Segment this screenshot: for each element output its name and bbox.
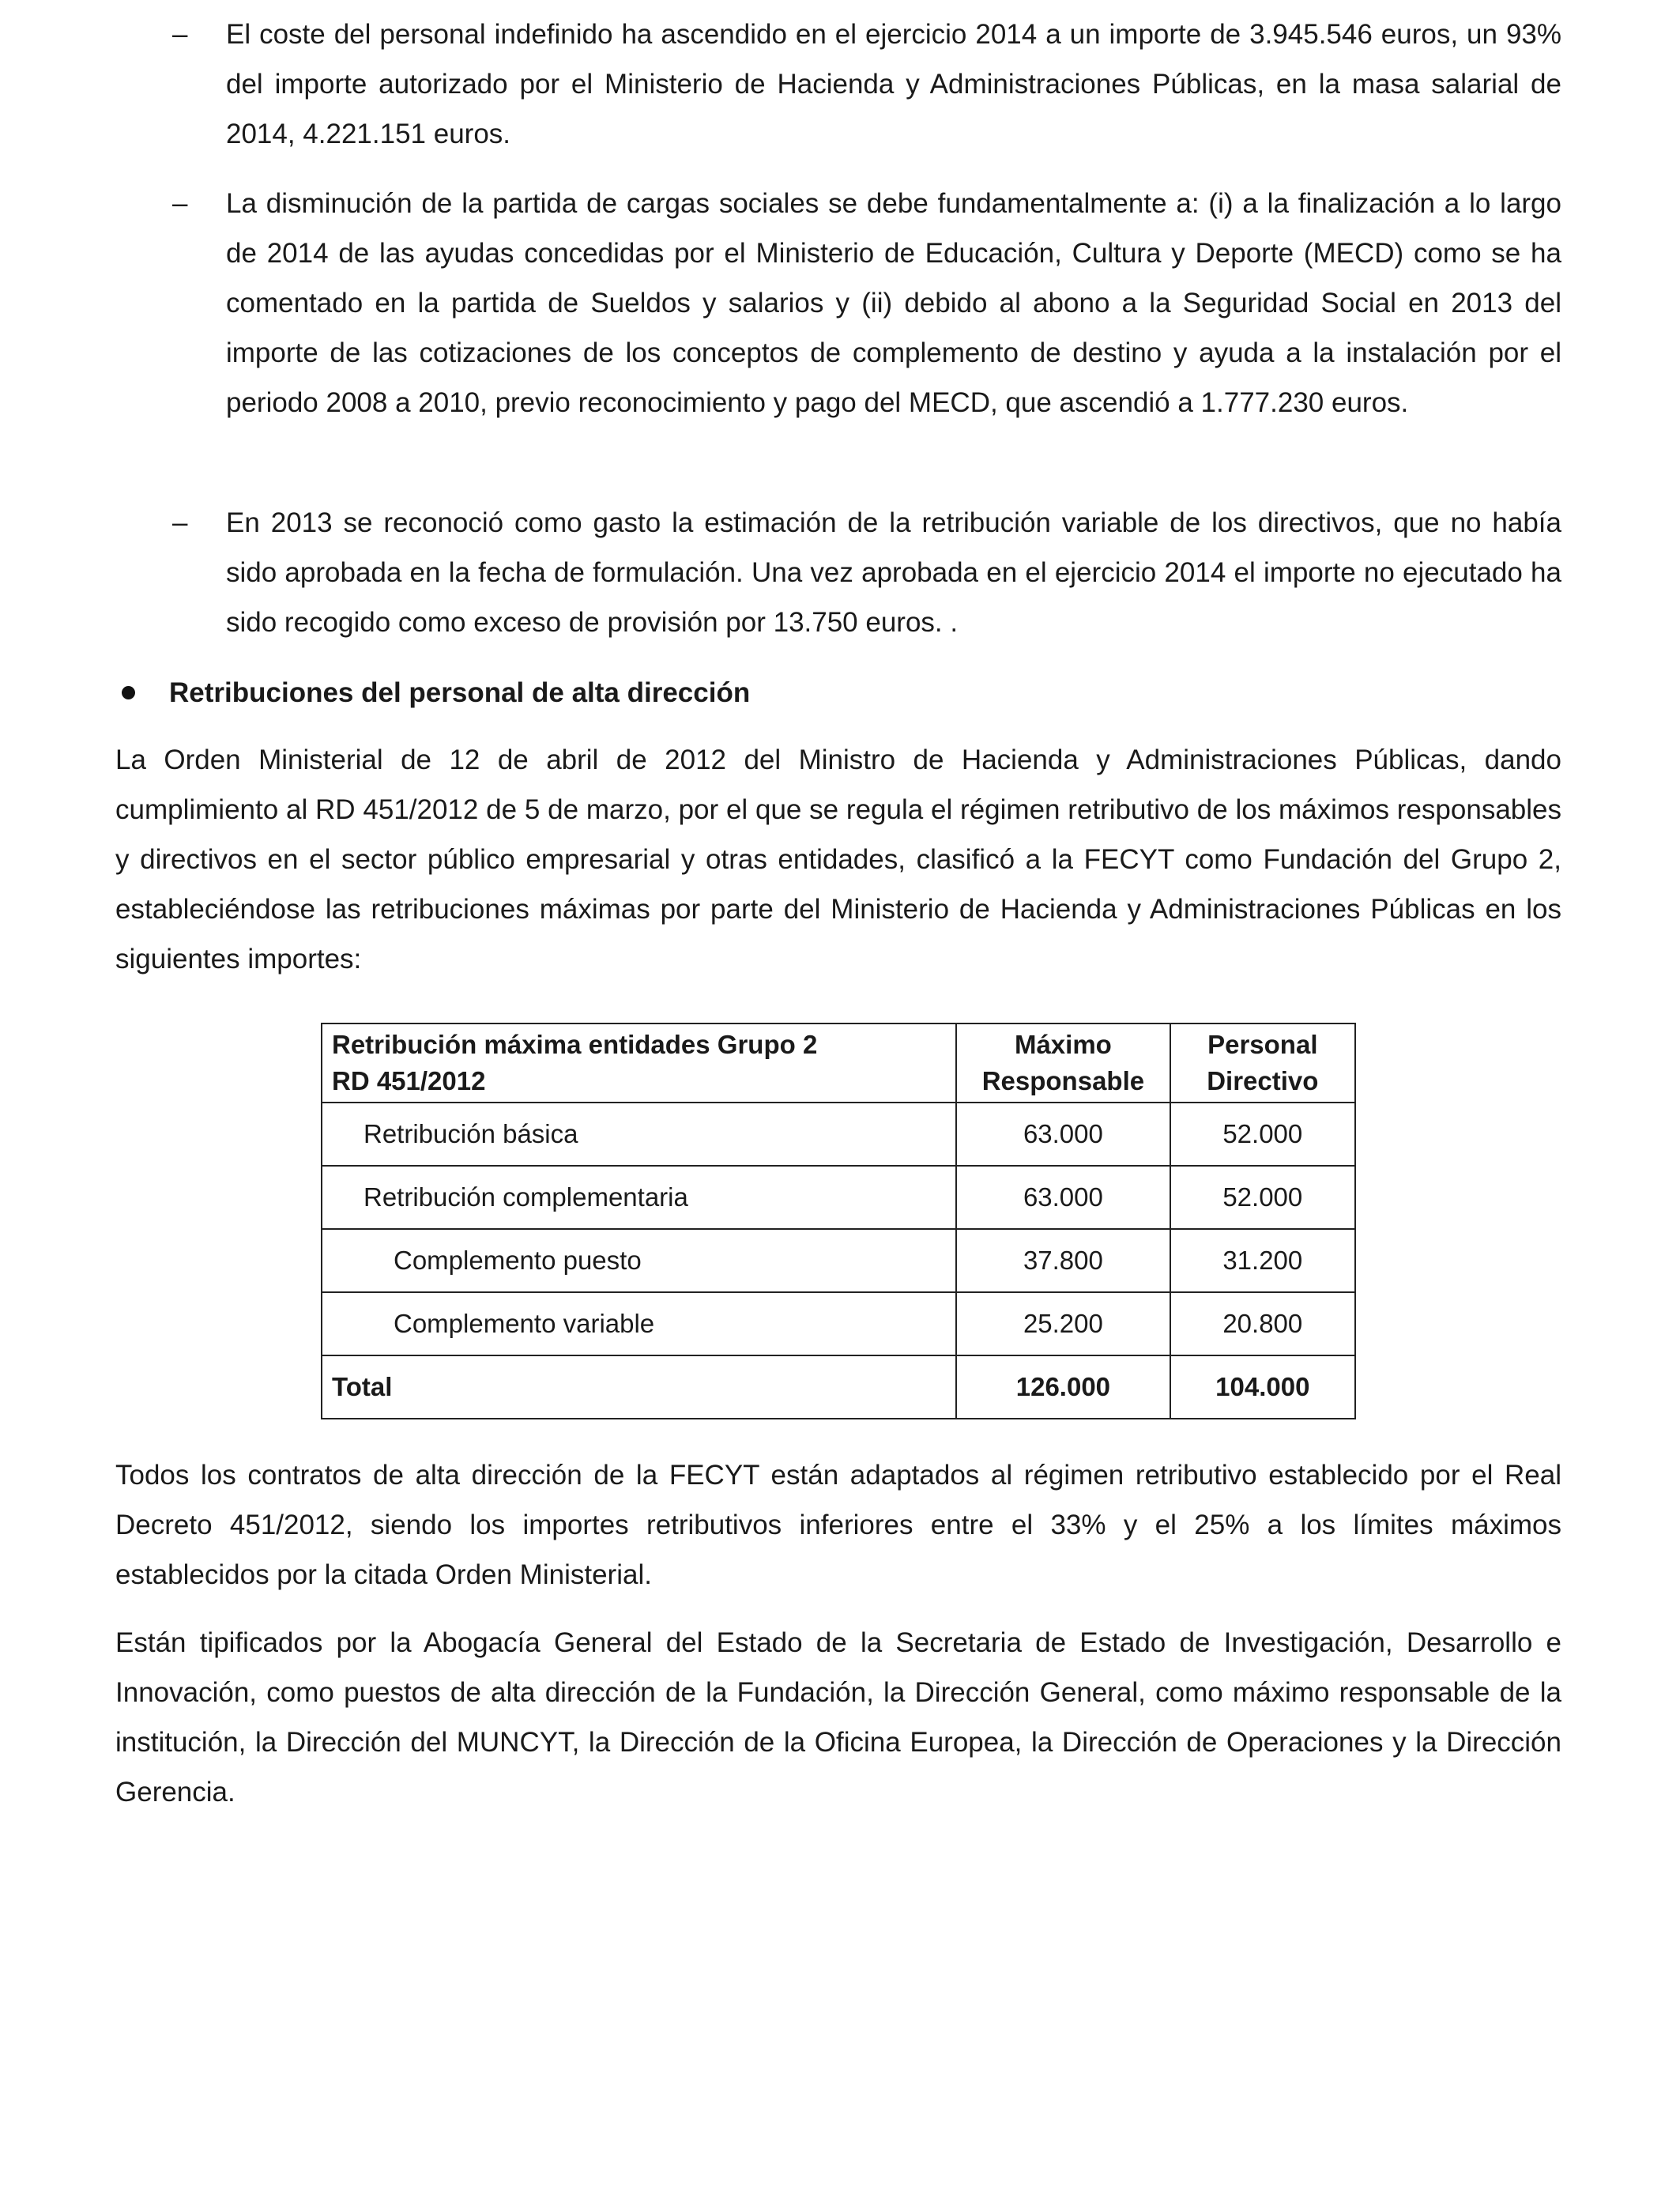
intro-paragraph: La Orden Ministerial de 12 de abril de 2012 del Ministro de Hacienda y Administraciones Públicas, dando cumplimiento al RD 451/2012 de 5 de marzo, por el que se regula el régimen retributivo de los máximos responsables y directivos en el sector público empresarial y otras entidades, clasificó a la FECYT como Fundación del Grupo 2, estableciéndose las retribuciones máximas por parte del Ministerio de Hacienda y Administraciones Públicas en los siguientes importes: [115,745,1561,974]
row-max-responsable: 63.000 [956,1103,1170,1166]
contracts-paragraph: Todos los contratos de alta dirección de la FECYT están adaptados al régimen retributivo establecido por el Real Decreto 451/2012, siendo los importes retributivos inferiores entre el 33% y el 25% a los límites máximos establecidos por la citada Orden Ministerial. [115,1460,1561,1590]
dash-item-text: En 2013 se reconoció como gasto la estimación de la retribución variable de los directivos, que no había sido aprobada en la fecha de formulación. Una vez aprobada en el ejercicio 2014 el importe no ejecutado ha sido recogido como exceso de provisión por 13.750 euros. . [226,507,1561,638]
row-personal-directivo: 20.800 [1170,1292,1355,1355]
header-line: Directivo [1207,1066,1319,1095]
header-line: RD 451/2012 [332,1066,486,1095]
table-row [322,1229,1355,1292]
dash-item-text: La disminución de la partida de cargas sociales se debe fundamentalmente a: (i) a la finalización a lo largo de 2014 de las ayudas concedidas por el Ministerio de Educación, Cultura y Deporte (MECD) como se ha comentado en la partida de Sueldos y salarios y (ii) debido al abono a la Seguridad Social en 2013 del importe de las cotizaciones de los conceptos de complemento de destino y ayuda a la instalación por el periodo 2008 a 2010, previo reconocimiento y pago del MECD, que ascendió a 1.777.230 euros. [226,188,1561,418]
row-personal-directivo: 52.000 [1170,1103,1355,1166]
row-max-responsable: 37.800 [956,1229,1170,1292]
header-line: Retribución máxima entidades Grupo 2 [332,1030,818,1059]
table-row [322,1292,1355,1355]
table-header-max-responsable [956,1023,1170,1103]
table-row [322,1103,1355,1166]
dash-marker: – [172,19,188,50]
row-concept: Retribución básica [322,1103,956,1166]
table-row [322,1166,1355,1229]
table-header-personal-directivo [1170,1023,1355,1103]
row-max-responsable: 63.000 [956,1166,1170,1229]
header-line: Personal [1207,1030,1318,1059]
total-personal-directivo: 104.000 [1170,1355,1355,1419]
row-concept: Complemento puesto [322,1229,956,1292]
dash-marker: – [172,507,188,538]
section-heading-text: Retribuciones del personal de alta dirección [169,677,751,708]
bullet-icon [122,686,135,699]
table-header-concept [322,1023,956,1103]
header-line: Máximo [1014,1030,1112,1059]
row-personal-directivo: 52.000 [1170,1166,1355,1229]
dash-item-text: El coste del personal indefinido ha ascendido en el ejercicio 2014 a un importe de 3.945.546 euros, un 93% del importe autorizado por el Ministerio de Hacienda y Administraciones Públicas, en la masa salarial de 2014, 4.221.151 euros. [226,19,1561,149]
row-concept: Retribución complementaria [322,1166,956,1229]
table-total-row [322,1355,1355,1419]
section-heading [115,668,1561,718]
total-max-responsable: 126.000 [956,1355,1170,1419]
dash-marker: – [172,188,188,219]
row-concept: Complemento variable [322,1292,956,1355]
row-max-responsable: 25.200 [956,1292,1170,1355]
total-label: Total [322,1355,956,1419]
retribution-table [321,1023,1356,1419]
table-header-row [322,1023,1355,1103]
header-line: Responsable [981,1066,1145,1095]
row-personal-directivo: 31.200 [1170,1229,1355,1292]
positions-paragraph: Están tipificados por la Abogacía General del Estado de la Secretaria de Estado de Investigación, Desarrollo e Innovación, como puestos de alta dirección de la Fundación, la Dirección General, como máximo responsable de la institución, la Dirección del MUNCYT, la Dirección de la Oficina Europea, la Dirección de Operaciones y la Dirección Gerencia. [115,1627,1561,1808]
